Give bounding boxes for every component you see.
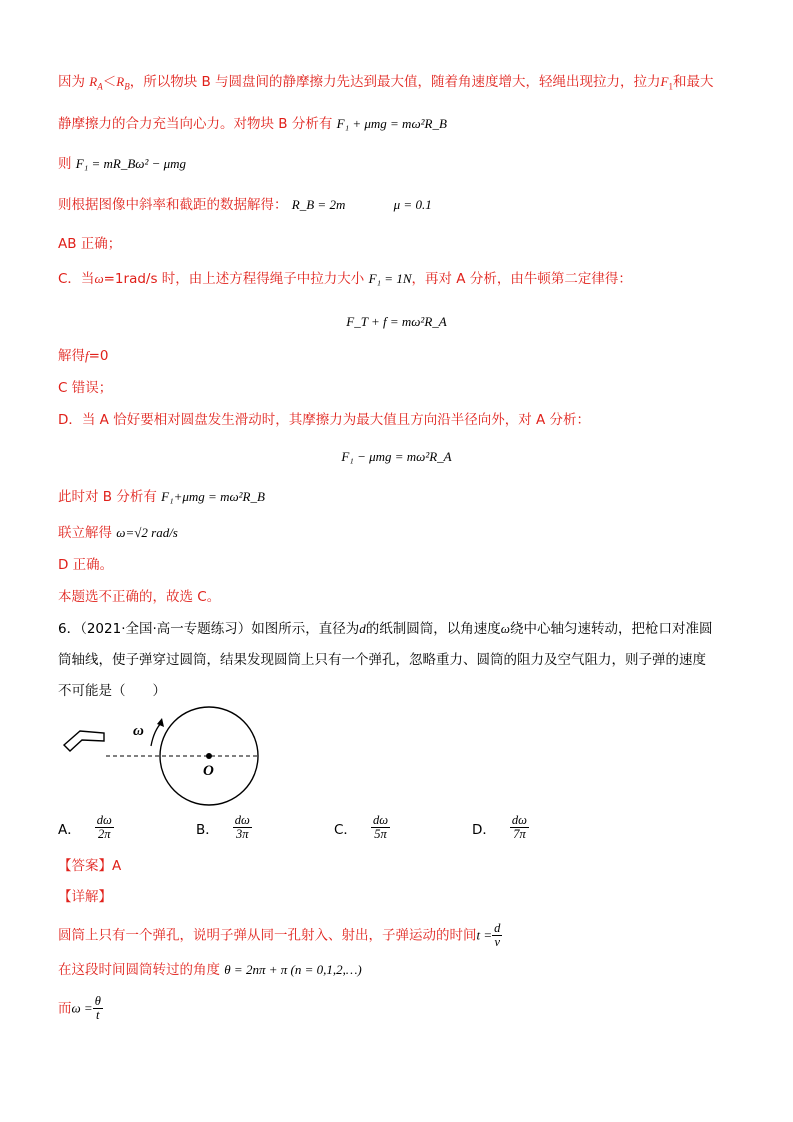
detail-line-2 xyxy=(58,960,362,980)
question-line-3: 不可能是（ ） xyxy=(58,683,166,699)
math-d: d xyxy=(359,621,366,636)
equation: F₁ = 1N xyxy=(368,271,412,286)
omega-label: ω xyxy=(133,723,144,739)
text: 静摩擦力的合力充当向心力。对物块 B 分析有 xyxy=(58,116,333,132)
answer-text: 【答案】A xyxy=(58,858,122,874)
centered-equation-2: F₁ − μmg = mω²R_A xyxy=(341,449,452,464)
solution-line-10 xyxy=(58,487,265,507)
solution-line-2 xyxy=(58,114,447,134)
text: =1rad/s 时，由上述方程得绳子中拉力大小 xyxy=(103,271,365,287)
text: 和最大 xyxy=(673,74,714,90)
text: 则 xyxy=(58,156,72,172)
solution-line-1 xyxy=(58,72,714,97)
math-omega: ω = xyxy=(71,1000,93,1016)
solution-line-11 xyxy=(58,523,178,543)
equation: F₁ = mR_Bω² − μmg xyxy=(75,156,187,171)
math-sub-a: A xyxy=(97,81,103,92)
solution-line-5: AB 正确； xyxy=(58,236,122,252)
equation: μ = 0.1 xyxy=(393,197,432,212)
solution-line-12: D 正确。 xyxy=(58,557,114,573)
denominator: 2π xyxy=(98,827,111,841)
text: ，再对 A 分析，由牛顿第二定律得： xyxy=(411,271,632,287)
option-fraction xyxy=(371,814,390,841)
option-label: B． xyxy=(196,821,219,838)
denominator: 7π xyxy=(513,827,526,841)
detail-line-1 xyxy=(58,922,502,949)
math-t: t = xyxy=(476,927,493,943)
centered-equation-1: F_T + f = mω²R_A xyxy=(346,314,447,329)
equation: θ = 2nπ + π (n = 0,1,2,…) xyxy=(224,962,362,977)
option-d[interactable] xyxy=(472,814,529,841)
question-line-1 xyxy=(58,619,712,639)
equation: F₁ + μmg = mω²R_B xyxy=(336,116,447,131)
detail-title: 【详解】 xyxy=(58,889,112,905)
center-dot xyxy=(206,753,212,759)
fraction-theta-over-t xyxy=(93,995,103,1022)
equation: ω=√2 rad/s xyxy=(116,525,178,540)
numerator: dω xyxy=(372,813,389,827)
text: ＜ xyxy=(102,74,117,90)
option-b[interactable] xyxy=(196,814,252,841)
math-sub-b: B xyxy=(124,81,130,92)
text: C．当 xyxy=(58,271,95,287)
option-label: A． xyxy=(58,821,81,838)
solution-line-3 xyxy=(58,154,186,174)
text: 的纸制圆筒，以角速度 xyxy=(365,621,501,637)
option-fraction xyxy=(95,814,114,841)
cylinder-figure xyxy=(58,700,278,810)
numerator: dω xyxy=(234,813,250,827)
denominator: t xyxy=(96,1008,100,1022)
question-line-2: 筒轴线，使子弹穿过圆筒，结果发现圆筒上只有一个弹孔，忽略重力、圆筒的阻力及空气阻力，则子弹的速度 xyxy=(58,652,706,668)
math-rb: R xyxy=(116,74,125,89)
detail-line-3 xyxy=(58,995,103,1022)
option-a[interactable] xyxy=(58,814,114,841)
text: 绕中心轴匀速转动，把枪口对准圆 xyxy=(509,621,713,637)
option-label: C． xyxy=(334,821,357,838)
option-fraction xyxy=(510,814,529,841)
text: 在这段时间圆筒转过的角度 xyxy=(58,962,220,978)
math-ra: R xyxy=(89,74,98,89)
denominator: v xyxy=(494,935,501,949)
numerator: d xyxy=(494,921,501,935)
solution-line-6 xyxy=(58,269,632,289)
text: 6．（2021·全国·高一专题练习）如图所示，直径为 xyxy=(58,621,360,637)
text: 圆筒上只有一个弹孔，说明子弹从同一孔射入、射出，子弹运动的时间 xyxy=(58,927,477,944)
solution-line-8: C 错误； xyxy=(58,380,113,396)
math-omega: ω xyxy=(94,271,104,286)
text: 解得 xyxy=(58,348,85,364)
equation: R_B = 2m xyxy=(291,197,346,212)
numerator: dω xyxy=(96,813,112,827)
center-label: O xyxy=(203,763,214,779)
denominator: 3π xyxy=(236,827,249,841)
rotation-arrow-icon xyxy=(151,722,162,746)
option-fraction xyxy=(233,814,252,841)
text: ，所以物块 B 与圆盘间的静摩擦力先达到最大值，随着角速度增大，轻绳出现拉力，拉力 xyxy=(129,74,661,90)
math-omega: ω xyxy=(500,621,510,636)
option-label: D． xyxy=(472,821,496,838)
solution-line-7 xyxy=(58,346,109,366)
text: 此时对 B 分析有 xyxy=(58,489,157,505)
text: =0 xyxy=(88,348,109,364)
text: 而 xyxy=(58,1000,72,1017)
text: 则根据图像中斜率和截距的数据解得： xyxy=(58,197,288,213)
fraction-d-over-v xyxy=(492,922,502,949)
arrowhead-icon xyxy=(157,718,164,727)
solution-line-9: D．当 A 恰好要相对圆盘发生滑动时，其摩擦力为最大值且方向沿半径向外，对 A 分析： xyxy=(58,412,591,428)
numerator: dω xyxy=(511,813,527,827)
gun-icon xyxy=(64,731,104,751)
option-c[interactable] xyxy=(334,814,390,841)
solution-line-13: 本题选不正确的，故选 C。 xyxy=(58,589,221,605)
solution-line-4 xyxy=(58,195,432,215)
denominator: 5π xyxy=(374,827,387,841)
text: 联立解得 xyxy=(58,525,112,541)
numerator: θ xyxy=(94,994,101,1008)
math-f: F xyxy=(660,74,669,89)
math-f: f xyxy=(85,348,89,363)
equation: F₁+μmg = mω²R_B xyxy=(161,489,265,504)
math-sub-1: 1 xyxy=(668,81,673,92)
text: 因为 xyxy=(58,74,90,90)
